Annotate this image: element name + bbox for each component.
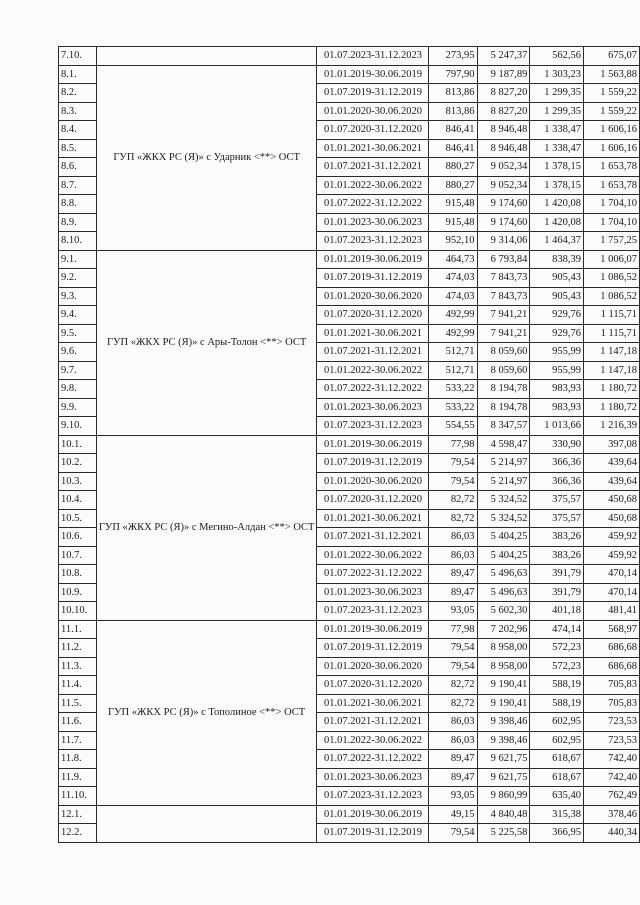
period-cell: 01.07.2019-31.12.2019 <box>317 84 429 103</box>
row-number-cell: 12.2. <box>59 824 97 843</box>
value-cell-2: 7 843,73 <box>477 287 530 306</box>
value-cell-2: 9 052,34 <box>477 158 530 177</box>
value-cell-3: 1 420,08 <box>530 213 584 232</box>
value-cell-3: 929,76 <box>530 306 584 325</box>
value-cell-4: 705,83 <box>583 676 639 695</box>
value-cell-1: 797,90 <box>429 65 477 84</box>
value-cell-4: 1 704,10 <box>583 195 639 214</box>
value-cell-3: 315,38 <box>530 805 584 824</box>
value-cell-4: 481,41 <box>583 602 639 621</box>
value-cell-2: 8 958,00 <box>477 639 530 658</box>
value-cell-3: 1 299,35 <box>530 102 584 121</box>
value-cell-4: 723,53 <box>583 713 639 732</box>
period-cell: 01.01.2022-30.06.2022 <box>317 361 429 380</box>
value-cell-3: 375,57 <box>530 509 584 528</box>
value-cell-1: 512,71 <box>429 343 477 362</box>
period-cell: 01.01.2022-30.06.2022 <box>317 176 429 195</box>
value-cell-3: 983,93 <box>530 398 584 417</box>
value-cell-2: 5 324,52 <box>477 509 530 528</box>
row-number-cell: 11.9. <box>59 768 97 787</box>
period-cell: 01.07.2020-31.12.2020 <box>317 306 429 325</box>
row-number-cell: 11.2. <box>59 639 97 658</box>
value-cell-1: 952,10 <box>429 232 477 251</box>
row-number-cell: 9.3. <box>59 287 97 306</box>
table-row <box>59 435 640 454</box>
value-cell-2: 5 496,63 <box>477 583 530 602</box>
value-cell-4: 397,08 <box>583 435 639 454</box>
organization-cell: ГУП «ЖКХ РС (Я)» с Ары-Толон <**> ОСТ <box>96 250 317 435</box>
value-cell-1: 533,22 <box>429 380 477 399</box>
value-cell-3: 562,56 <box>530 47 584 66</box>
value-cell-4: 1 086,52 <box>583 269 639 288</box>
value-cell-3: 618,67 <box>530 768 584 787</box>
value-cell-4: 1 216,39 <box>583 417 639 436</box>
table-row <box>59 65 640 84</box>
period-cell: 01.07.2022-31.12.2022 <box>317 565 429 584</box>
value-cell-2: 4 840,48 <box>477 805 530 824</box>
value-cell-2: 7 843,73 <box>477 269 530 288</box>
period-cell: 01.07.2019-31.12.2019 <box>317 269 429 288</box>
value-cell-4: 439,64 <box>583 454 639 473</box>
period-cell: 01.07.2023-31.12.2023 <box>317 417 429 436</box>
value-cell-4: 1 563,88 <box>583 65 639 84</box>
value-cell-4: 459,92 <box>583 546 639 565</box>
period-cell: 01.07.2021-31.12.2021 <box>317 528 429 547</box>
value-cell-2: 9 052,34 <box>477 176 530 195</box>
value-cell-1: 512,71 <box>429 361 477 380</box>
table-row <box>59 47 640 66</box>
row-number-cell: 10.2. <box>59 454 97 473</box>
value-cell-1: 880,27 <box>429 176 477 195</box>
value-cell-4: 675,07 <box>583 47 639 66</box>
period-cell: 01.01.2019-30.06.2019 <box>317 620 429 639</box>
value-cell-4: 1 147,18 <box>583 361 639 380</box>
value-cell-2: 9 621,75 <box>477 750 530 769</box>
value-cell-1: 89,47 <box>429 750 477 769</box>
value-cell-2: 5 247,37 <box>477 47 530 66</box>
value-cell-1: 93,05 <box>429 787 477 806</box>
value-cell-4: 1 606,16 <box>583 121 639 140</box>
value-cell-3: 955,99 <box>530 361 584 380</box>
row-number-cell: 11.5. <box>59 694 97 713</box>
period-cell: 01.01.2023-30.06.2023 <box>317 213 429 232</box>
value-cell-2: 5 214,97 <box>477 454 530 473</box>
value-cell-4: 1 559,22 <box>583 102 639 121</box>
row-number-cell: 9.8. <box>59 380 97 399</box>
period-cell: 01.01.2022-30.06.2022 <box>317 731 429 750</box>
value-cell-4: 1 086,52 <box>583 287 639 306</box>
value-cell-4: 723,53 <box>583 731 639 750</box>
value-cell-1: 77,98 <box>429 620 477 639</box>
row-number-cell: 7.10. <box>59 47 97 66</box>
value-cell-3: 588,19 <box>530 694 584 713</box>
value-cell-4: 1 606,16 <box>583 139 639 158</box>
value-cell-3: 375,57 <box>530 491 584 510</box>
value-cell-2: 9 190,41 <box>477 676 530 695</box>
period-cell: 01.01.2021-30.06.2021 <box>317 139 429 158</box>
value-cell-2: 9 187,89 <box>477 65 530 84</box>
value-cell-1: 492,99 <box>429 324 477 343</box>
period-cell: 01.01.2023-30.06.2023 <box>317 768 429 787</box>
value-cell-3: 905,43 <box>530 269 584 288</box>
row-number-cell: 9.7. <box>59 361 97 380</box>
row-number-cell: 10.1. <box>59 435 97 454</box>
table-row <box>59 250 640 269</box>
period-cell: 01.01.2021-30.06.2021 <box>317 324 429 343</box>
value-cell-2: 5 404,25 <box>477 546 530 565</box>
value-cell-4: 459,92 <box>583 528 639 547</box>
value-cell-4: 470,14 <box>583 565 639 584</box>
value-cell-3: 1 013,66 <box>530 417 584 436</box>
period-cell: 01.01.2019-30.06.2019 <box>317 65 429 84</box>
value-cell-3: 1 420,08 <box>530 195 584 214</box>
value-cell-1: 79,54 <box>429 639 477 658</box>
value-cell-1: 82,72 <box>429 694 477 713</box>
row-number-cell: 10.6. <box>59 528 97 547</box>
value-cell-1: 880,27 <box>429 158 477 177</box>
value-cell-1: 49,15 <box>429 805 477 824</box>
period-cell: 01.01.2019-30.06.2019 <box>317 805 429 824</box>
period-cell: 01.07.2023-31.12.2023 <box>317 787 429 806</box>
value-cell-4: 686,68 <box>583 657 639 676</box>
value-cell-1: 273,95 <box>429 47 477 66</box>
value-cell-3: 330,90 <box>530 435 584 454</box>
value-cell-4: 1 180,72 <box>583 398 639 417</box>
row-number-cell: 11.6. <box>59 713 97 732</box>
value-cell-1: 915,48 <box>429 213 477 232</box>
value-cell-1: 86,03 <box>429 713 477 732</box>
row-number-cell: 8.6. <box>59 158 97 177</box>
organization-cell <box>96 805 317 842</box>
value-cell-4: 440,34 <box>583 824 639 843</box>
value-cell-2: 8 958,00 <box>477 657 530 676</box>
value-cell-1: 464,73 <box>429 250 477 269</box>
value-cell-3: 366,36 <box>530 472 584 491</box>
value-cell-3: 602,95 <box>530 713 584 732</box>
row-number-cell: 9.5. <box>59 324 97 343</box>
value-cell-3: 366,36 <box>530 454 584 473</box>
row-number-cell: 10.10. <box>59 602 97 621</box>
value-cell-4: 1 115,71 <box>583 306 639 325</box>
value-cell-4: 742,40 <box>583 768 639 787</box>
row-number-cell: 8.8. <box>59 195 97 214</box>
value-cell-3: 383,26 <box>530 546 584 565</box>
value-cell-3: 635,40 <box>530 787 584 806</box>
row-number-cell: 10.7. <box>59 546 97 565</box>
organization-cell: ГУП «ЖКХ РС (Я)» с Тополиное <**> ОСТ <box>96 620 317 805</box>
row-number-cell: 11.10. <box>59 787 97 806</box>
row-number-cell: 9.10. <box>59 417 97 436</box>
value-cell-3: 1 464,37 <box>530 232 584 251</box>
value-cell-2: 5 214,97 <box>477 472 530 491</box>
value-cell-1: 79,54 <box>429 657 477 676</box>
row-number-cell: 8.1. <box>59 65 97 84</box>
period-cell: 01.01.2022-30.06.2022 <box>317 546 429 565</box>
value-cell-2: 8 347,57 <box>477 417 530 436</box>
value-cell-2: 5 602,30 <box>477 602 530 621</box>
value-cell-2: 6 793,84 <box>477 250 530 269</box>
value-cell-4: 1 704,10 <box>583 213 639 232</box>
value-cell-4: 439,64 <box>583 472 639 491</box>
value-cell-4: 705,83 <box>583 694 639 713</box>
value-cell-3: 983,93 <box>530 380 584 399</box>
row-number-cell: 8.9. <box>59 213 97 232</box>
value-cell-2: 9 314,06 <box>477 232 530 251</box>
value-cell-2: 5 404,25 <box>477 528 530 547</box>
row-number-cell: 9.6. <box>59 343 97 362</box>
value-cell-3: 955,99 <box>530 343 584 362</box>
value-cell-1: 846,41 <box>429 139 477 158</box>
value-cell-3: 1 303,23 <box>530 65 584 84</box>
period-cell: 01.07.2023-31.12.2023 <box>317 232 429 251</box>
value-cell-2: 7 941,21 <box>477 306 530 325</box>
value-cell-2: 8 194,78 <box>477 380 530 399</box>
value-cell-4: 742,40 <box>583 750 639 769</box>
tariff-table-body <box>59 47 640 843</box>
value-cell-1: 86,03 <box>429 528 477 547</box>
period-cell: 01.01.2020-30.06.2020 <box>317 287 429 306</box>
value-cell-1: 82,72 <box>429 509 477 528</box>
value-cell-2: 8 827,20 <box>477 102 530 121</box>
period-cell: 01.07.2020-31.12.2020 <box>317 121 429 140</box>
value-cell-1: 77,98 <box>429 435 477 454</box>
value-cell-1: 89,47 <box>429 768 477 787</box>
value-cell-1: 79,54 <box>429 472 477 491</box>
value-cell-2: 4 598,47 <box>477 435 530 454</box>
period-cell: 01.01.2019-30.06.2019 <box>317 435 429 454</box>
value-cell-1: 533,22 <box>429 398 477 417</box>
value-cell-3: 1 378,15 <box>530 176 584 195</box>
value-cell-1: 89,47 <box>429 565 477 584</box>
value-cell-2: 9 621,75 <box>477 768 530 787</box>
value-cell-4: 1 653,78 <box>583 176 639 195</box>
period-cell: 01.07.2021-31.12.2021 <box>317 713 429 732</box>
value-cell-1: 474,03 <box>429 269 477 288</box>
row-number-cell: 11.4. <box>59 676 97 695</box>
value-cell-1: 79,54 <box>429 454 477 473</box>
value-cell-4: 1 559,22 <box>583 84 639 103</box>
period-cell: 01.07.2022-31.12.2022 <box>317 380 429 399</box>
row-number-cell: 10.3. <box>59 472 97 491</box>
value-cell-3: 929,76 <box>530 324 584 343</box>
value-cell-3: 838,39 <box>530 250 584 269</box>
value-cell-2: 5 324,52 <box>477 491 530 510</box>
value-cell-1: 474,03 <box>429 287 477 306</box>
period-cell: 01.07.2021-31.12.2021 <box>317 343 429 362</box>
value-cell-2: 8 946,48 <box>477 139 530 158</box>
value-cell-2: 9 398,46 <box>477 713 530 732</box>
value-cell-3: 1 338,47 <box>530 139 584 158</box>
period-cell: 01.07.2020-31.12.2020 <box>317 491 429 510</box>
value-cell-2: 8 827,20 <box>477 84 530 103</box>
period-cell: 01.07.2019-31.12.2019 <box>317 639 429 658</box>
value-cell-1: 846,41 <box>429 121 477 140</box>
value-cell-3: 618,67 <box>530 750 584 769</box>
value-cell-3: 391,79 <box>530 565 584 584</box>
value-cell-2: 8 059,60 <box>477 343 530 362</box>
value-cell-3: 905,43 <box>530 287 584 306</box>
organization-cell: ГУП «ЖКХ РС (Я)» с Ударник <**> ОСТ <box>96 65 317 250</box>
value-cell-4: 470,14 <box>583 583 639 602</box>
tariff-table <box>58 46 640 843</box>
value-cell-1: 89,47 <box>429 583 477 602</box>
value-cell-2: 7 202,96 <box>477 620 530 639</box>
row-number-cell: 8.5. <box>59 139 97 158</box>
value-cell-2: 8 194,78 <box>477 398 530 417</box>
value-cell-2: 7 941,21 <box>477 324 530 343</box>
value-cell-4: 378,46 <box>583 805 639 824</box>
row-number-cell: 12.1. <box>59 805 97 824</box>
row-number-cell: 8.4. <box>59 121 97 140</box>
value-cell-2: 8 059,60 <box>477 361 530 380</box>
period-cell: 01.01.2023-30.06.2023 <box>317 398 429 417</box>
row-number-cell: 11.8. <box>59 750 97 769</box>
period-cell: 01.07.2020-31.12.2020 <box>317 676 429 695</box>
period-cell: 01.01.2020-30.06.2020 <box>317 102 429 121</box>
period-cell: 01.01.2021-30.06.2021 <box>317 509 429 528</box>
period-cell: 01.07.2023-31.12.2023 <box>317 47 429 66</box>
value-cell-4: 568,97 <box>583 620 639 639</box>
value-cell-3: 1 378,15 <box>530 158 584 177</box>
value-cell-3: 391,79 <box>530 583 584 602</box>
value-cell-1: 492,99 <box>429 306 477 325</box>
row-number-cell: 8.2. <box>59 84 97 103</box>
value-cell-3: 588,19 <box>530 676 584 695</box>
row-number-cell: 11.1. <box>59 620 97 639</box>
value-cell-1: 813,86 <box>429 84 477 103</box>
value-cell-3: 602,95 <box>530 731 584 750</box>
value-cell-4: 450,68 <box>583 491 639 510</box>
value-cell-4: 1 115,71 <box>583 324 639 343</box>
row-number-cell: 8.3. <box>59 102 97 121</box>
value-cell-3: 1 338,47 <box>530 121 584 140</box>
value-cell-1: 915,48 <box>429 195 477 214</box>
value-cell-4: 1 147,18 <box>583 343 639 362</box>
row-number-cell: 10.5. <box>59 509 97 528</box>
value-cell-4: 1 180,72 <box>583 380 639 399</box>
value-cell-3: 383,26 <box>530 528 584 547</box>
row-number-cell: 11.7. <box>59 731 97 750</box>
row-number-cell: 10.9. <box>59 583 97 602</box>
organization-cell: ГУП «ЖКХ РС (Я)» с Мегино-Алдан <**> ОСТ <box>96 435 317 620</box>
period-cell: 01.01.2021-30.06.2021 <box>317 694 429 713</box>
value-cell-4: 762,49 <box>583 787 639 806</box>
value-cell-2: 9 398,46 <box>477 731 530 750</box>
value-cell-2: 9 190,41 <box>477 694 530 713</box>
value-cell-4: 1 757,25 <box>583 232 639 251</box>
value-cell-3: 1 299,35 <box>530 84 584 103</box>
value-cell-1: 82,72 <box>429 676 477 695</box>
value-cell-4: 1 653,78 <box>583 158 639 177</box>
row-number-cell: 8.10. <box>59 232 97 251</box>
period-cell: 01.01.2020-30.06.2020 <box>317 657 429 676</box>
value-cell-2: 5 496,63 <box>477 565 530 584</box>
value-cell-1: 93,05 <box>429 602 477 621</box>
value-cell-3: 474,14 <box>530 620 584 639</box>
period-cell: 01.07.2022-31.12.2022 <box>317 195 429 214</box>
value-cell-2: 5 225,58 <box>477 824 530 843</box>
row-number-cell: 9.9. <box>59 398 97 417</box>
value-cell-3: 366,95 <box>530 824 584 843</box>
value-cell-1: 82,72 <box>429 491 477 510</box>
period-cell: 01.07.2022-31.12.2022 <box>317 750 429 769</box>
value-cell-2: 9 860,99 <box>477 787 530 806</box>
row-number-cell: 9.2. <box>59 269 97 288</box>
period-cell: 01.07.2019-31.12.2019 <box>317 454 429 473</box>
value-cell-4: 686,68 <box>583 639 639 658</box>
row-number-cell: 9.4. <box>59 306 97 325</box>
period-cell: 01.01.2020-30.06.2020 <box>317 472 429 491</box>
organization-cell <box>96 47 317 66</box>
table-row <box>59 805 640 824</box>
period-cell: 01.07.2019-31.12.2019 <box>317 824 429 843</box>
value-cell-3: 572,23 <box>530 657 584 676</box>
value-cell-1: 813,86 <box>429 102 477 121</box>
value-cell-2: 8 946,48 <box>477 121 530 140</box>
value-cell-1: 86,03 <box>429 546 477 565</box>
period-cell: 01.01.2023-30.06.2023 <box>317 583 429 602</box>
row-number-cell: 8.7. <box>59 176 97 195</box>
table-row <box>59 620 640 639</box>
row-number-cell: 11.3. <box>59 657 97 676</box>
value-cell-3: 572,23 <box>530 639 584 658</box>
value-cell-3: 401,18 <box>530 602 584 621</box>
period-cell: 01.07.2021-31.12.2021 <box>317 158 429 177</box>
value-cell-1: 79,54 <box>429 824 477 843</box>
value-cell-1: 554,55 <box>429 417 477 436</box>
period-cell: 01.07.2023-31.12.2023 <box>317 602 429 621</box>
period-cell: 01.01.2019-30.06.2019 <box>317 250 429 269</box>
row-number-cell: 10.8. <box>59 565 97 584</box>
value-cell-2: 9 174,60 <box>477 213 530 232</box>
row-number-cell: 10.4. <box>59 491 97 510</box>
value-cell-1: 86,03 <box>429 731 477 750</box>
value-cell-4: 450,68 <box>583 509 639 528</box>
value-cell-4: 1 006,07 <box>583 250 639 269</box>
row-number-cell: 9.1. <box>59 250 97 269</box>
value-cell-2: 9 174,60 <box>477 195 530 214</box>
